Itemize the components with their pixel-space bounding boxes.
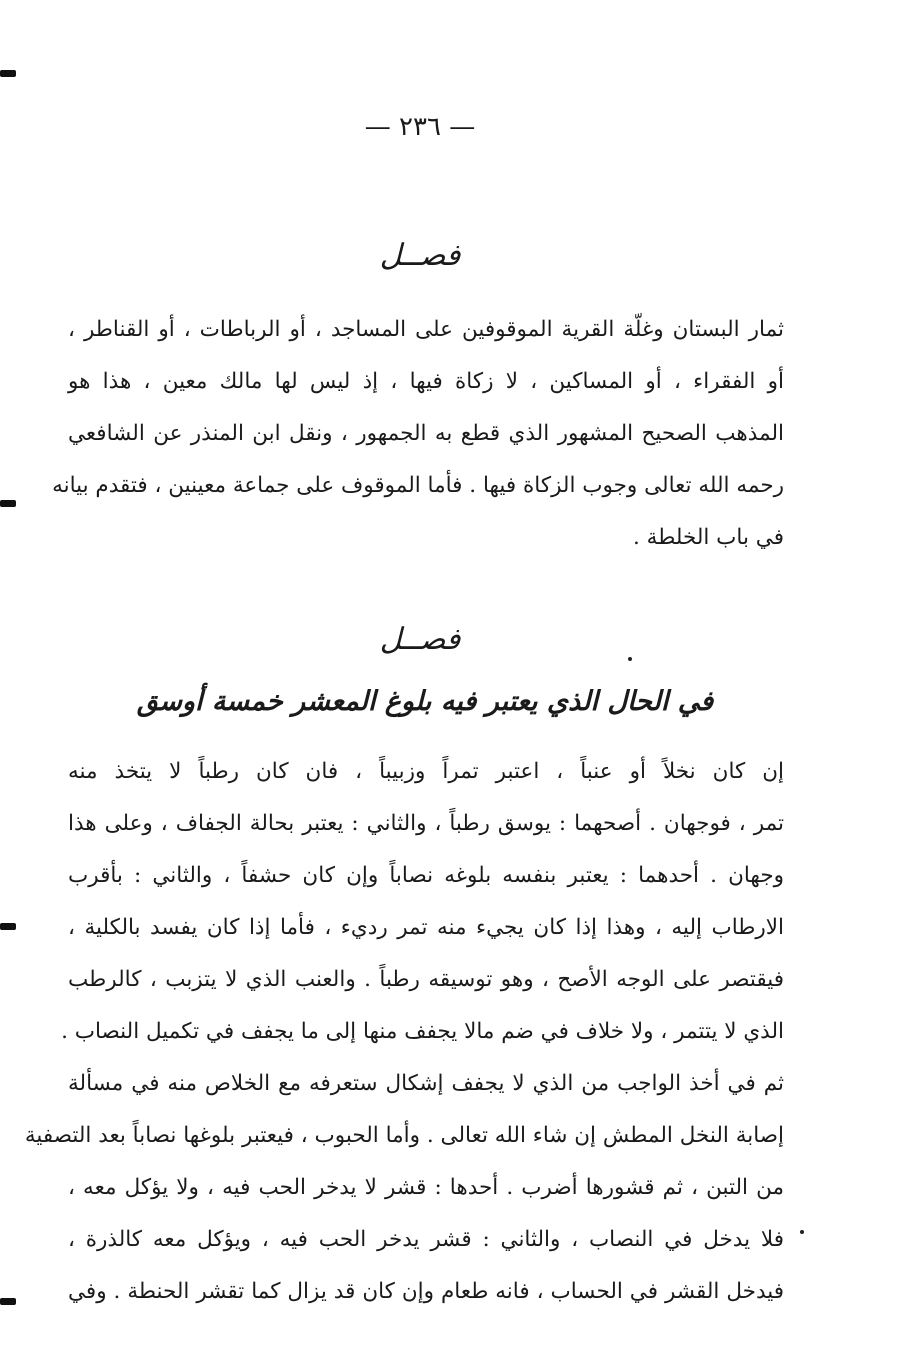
text-line: المذهب الصحيح المشهور الذي قطع به الجمهور ، ونقل ابن المنذر عن الشافعي <box>68 421 784 446</box>
section-subheading: في الحال الذي يعتبر فيه بلوغ المعشر خمسة أوسق <box>136 686 714 717</box>
text-line: في باب الخلطة . <box>633 525 784 550</box>
text-line: الارطاب إليه ، وهذا إذا كان يجيء منه تمر رديء ، فأما إذا كان يفسد بالكلية ، <box>68 915 784 940</box>
text-line: إن كان نخلاً أو عنباً ، اعتبر تمراً وزبيباً ، فان كان رطباً لا يتخذ منه <box>68 759 784 784</box>
section-paragraph <box>52 304 784 564</box>
text-line: من التبن ، ثم قشورها أضرب . أحدها : قشر لا يدخر الحب فيه ، ولا يؤكل معه ، <box>68 1175 784 1200</box>
text-line: فيقتصر على الوجه الأصح ، وهو توسيقه رطباً . والعنب الذي لا يتزبب ، كالرطب <box>68 967 784 992</box>
text-line: إصابة النخل المطش إن شاء الله تعالى . وأما الحبوب ، فيعتبر بلوغها نصاباً بعد التصفية <box>24 1123 784 1148</box>
section-heading: فصــل <box>379 622 461 657</box>
scan-speck <box>628 657 632 661</box>
text-line: رحمه الله تعالى وجوب الزكاة فيها . فأما الموقوف على جماعة معينين ، فتقدم بيانه <box>52 473 784 498</box>
scan-margin-mark <box>0 923 16 930</box>
text-line: فلا يدخل في النصاب ، والثاني : قشر يدخر الحب فيه ، ويؤكل معه كالذرة ، <box>68 1227 784 1252</box>
text-line: ثمار البستان وغلّة القرية الموقوفين على المساجد ، أو الرباطات ، أو القناطر ، <box>68 317 784 342</box>
text-line: تمر ، فوجهان . أصحهما : يوسق رطباً ، والثاني : يعتبر بحالة الجفاف ، وعلى هذا <box>68 811 784 836</box>
scan-margin-mark <box>0 1298 16 1305</box>
page-number: — ٢٣٦ — <box>364 112 476 142</box>
scan-margin-mark <box>0 500 16 507</box>
section-paragraph <box>24 746 784 1318</box>
text-line: وجهان . أحدهما : يعتبر بنفسه بلوغه نصاباً وإن كان حشفاً ، والثاني : بأقرب <box>68 863 784 888</box>
scan-speck <box>800 1230 804 1234</box>
section-heading: فصــل <box>379 238 461 273</box>
text-line: الذي لا يتتمر ، ولا خلاف في ضم مالا يجفف منها إلى ما يجفف في تكميل النصاب . <box>61 1019 784 1044</box>
scan-margin-mark <box>0 70 16 77</box>
text-line: أو الفقراء ، أو المساكين ، لا زكاة فيها ، إذ ليس لها مالك معين ، هذا هو <box>68 369 784 394</box>
text-line: فيدخل القشر في الحساب ، فانه طعام وإن كان قد يزال كما تقشر الحنطة . وفي <box>68 1279 784 1304</box>
text-line: ثم في أخذ الواجب من الذي لا يجفف إشكال ستعرفه مع الخلاص منه في مسألة <box>68 1071 784 1096</box>
